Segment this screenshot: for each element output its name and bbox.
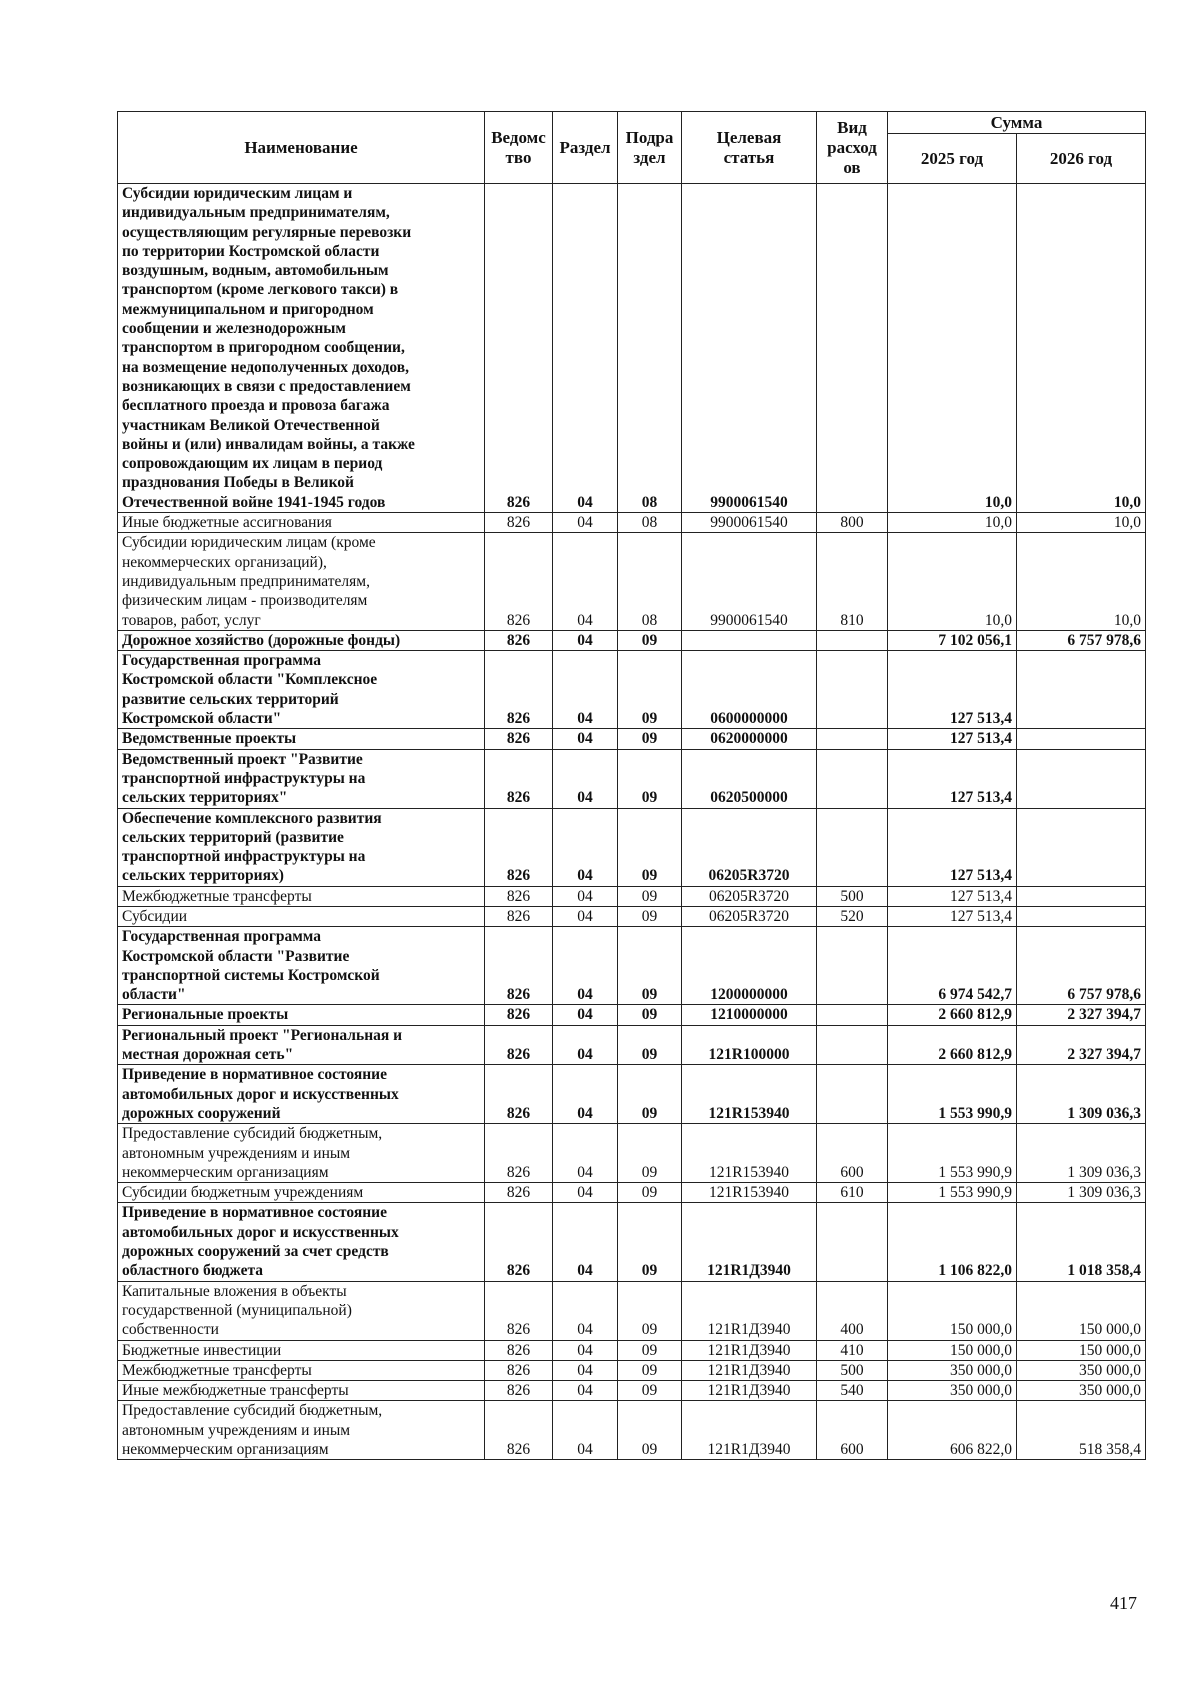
row-name: Капитальные вложения в объекты государственной (муниципальной) собственности [118,1281,485,1340]
row-sum-2025: 150 000,0 [888,1281,1017,1340]
header-expense-type: Вид расход ов [817,112,888,184]
row-expense-type [817,184,888,513]
row-subsection: 09 [618,749,682,808]
row-expense-type: 540 [817,1381,888,1401]
row-dept: 826 [485,749,553,808]
row-sum-2025: 127 513,4 [888,886,1017,906]
row-subsection: 09 [618,1203,682,1281]
row-expense-type: 500 [817,886,888,906]
row-expense-type: 610 [817,1183,888,1203]
row-subsection: 09 [618,1183,682,1203]
row-target: 1200000000 [682,927,817,1005]
row-sum-2026: 350 000,0 [1017,1381,1146,1401]
row-section: 04 [553,1281,618,1340]
row-target: 121R1Д3940 [682,1340,817,1360]
row-sum-2025: 1 553 990,9 [888,1065,1017,1124]
table-row [118,1203,1146,1281]
row-sum-2025: 10,0 [888,513,1017,533]
row-target [682,630,817,650]
row-expense-type [817,808,888,886]
row-section: 04 [553,749,618,808]
row-subsection: 09 [618,1401,682,1460]
row-section: 04 [553,1124,618,1183]
row-subsection: 09 [618,1025,682,1065]
row-dept: 826 [485,1124,553,1183]
row-name: Субсидии бюджетным учреждениям [118,1183,485,1203]
row-subsection: 09 [618,808,682,886]
row-dept: 826 [485,513,553,533]
row-section: 04 [553,630,618,650]
row-sum-2026: 6 757 978,6 [1017,630,1146,650]
row-sum-2025: 10,0 [888,184,1017,513]
table-row [118,1340,1146,1360]
row-name: Государственная программа Костромской области "Комплексное развитие сельских территорий Костромской области" [118,651,485,729]
row-target: 121R1Д3940 [682,1203,817,1281]
row-target: 121R153940 [682,1065,817,1124]
row-expense-type [817,1203,888,1281]
row-name: Предоставление субсидий бюджетным, автономным учреждениям и иным некоммерческим организациям [118,1401,485,1460]
table-row [118,1025,1146,1065]
row-sum-2025: 1 553 990,9 [888,1183,1017,1203]
row-expense-type: 500 [817,1360,888,1380]
row-target: 1210000000 [682,1005,817,1025]
row-sum-2026 [1017,729,1146,749]
row-target: 121R1Д3940 [682,1401,817,1460]
row-name: Ведомственные проекты [118,729,485,749]
row-dept: 826 [485,1025,553,1065]
row-dept: 826 [485,1381,553,1401]
table-row [118,729,1146,749]
row-sum-2026 [1017,808,1146,886]
row-name: Межбюджетные трансферты [118,886,485,906]
row-sum-2026: 518 358,4 [1017,1401,1146,1460]
row-name: Ведомственный проект "Развитие транспортной инфраструктуры на сельских территориях" [118,749,485,808]
row-subsection: 08 [618,184,682,513]
table-row [118,533,1146,630]
table-row [118,630,1146,650]
table-row [118,906,1146,926]
row-section: 04 [553,1340,618,1360]
row-dept: 826 [485,1065,553,1124]
row-name: Субсидии юридическим лицам и индивидуальным предпринимателям, осуществляющим регулярные перевозки по территории Костромской области воздушным, водным, автомобильным транспортом (кроме легкового такси) в межмуниципальном и пригородном сообщении и железнодорожным транспортом в пригородном сообщении, на возмещение недополученных доходов, возникающих в связи с предоставлением бесплатного проезда и провоза багажа участникам Великой Отечественной войны и (или) инвалидам войны, а также сопровождающим их лицам в период празднования Победы в Великой Отечественной войне 1941-1945 годов [118,184,485,513]
row-name: Государственная программа Костромской области "Развитие транспортной системы Костромской области" [118,927,485,1005]
row-section: 04 [553,808,618,886]
row-subsection: 09 [618,729,682,749]
row-sum-2026: 2 327 394,7 [1017,1005,1146,1025]
budget-table [117,111,1146,1460]
row-expense-type [817,1005,888,1025]
row-name: Дорожное хозяйство (дорожные фонды) [118,630,485,650]
row-expense-type [817,927,888,1005]
row-section: 04 [553,1183,618,1203]
row-section: 04 [553,513,618,533]
row-sum-2026: 6 757 978,6 [1017,927,1146,1005]
row-sum-2026: 1 309 036,3 [1017,1065,1146,1124]
row-sum-2025: 127 513,4 [888,651,1017,729]
row-sum-2026: 150 000,0 [1017,1281,1146,1340]
row-sum-2025: 1 106 822,0 [888,1203,1017,1281]
row-name: Приведение в нормативное состояние автомобильных дорог и искусственных дорожных сооружений [118,1065,485,1124]
row-dept: 826 [485,927,553,1005]
row-expense-type: 800 [817,513,888,533]
row-dept: 826 [485,1203,553,1281]
row-dept: 826 [485,630,553,650]
table-row [118,1401,1146,1460]
row-subsection: 09 [618,927,682,1005]
table-row [118,886,1146,906]
row-section: 04 [553,1025,618,1065]
row-expense-type [817,630,888,650]
row-section: 04 [553,651,618,729]
row-expense-type [817,1065,888,1124]
header-sum: Сумма [888,112,1146,134]
row-section: 04 [553,1203,618,1281]
row-dept: 826 [485,1401,553,1460]
row-subsection: 09 [618,1065,682,1124]
row-subsection: 09 [618,906,682,926]
table-row [118,927,1146,1005]
row-sum-2026: 1 018 358,4 [1017,1203,1146,1281]
row-dept: 826 [485,651,553,729]
row-dept: 826 [485,729,553,749]
row-sum-2025: 350 000,0 [888,1360,1017,1380]
row-subsection: 09 [618,651,682,729]
row-target: 121R100000 [682,1025,817,1065]
row-dept: 826 [485,1360,553,1380]
row-sum-2025: 350 000,0 [888,1381,1017,1401]
row-section: 04 [553,1065,618,1124]
table-header [118,112,1146,184]
row-subsection: 09 [618,1005,682,1025]
row-name: Предоставление субсидий бюджетным, автономным учреждениям и иным некоммерческим организациям [118,1124,485,1183]
row-sum-2025: 1 553 990,9 [888,1124,1017,1183]
row-section: 04 [553,729,618,749]
row-sum-2026 [1017,906,1146,926]
row-section: 04 [553,533,618,630]
table-row [118,1360,1146,1380]
row-sum-2025: 606 822,0 [888,1401,1017,1460]
row-target: 06205R3720 [682,886,817,906]
row-sum-2025: 127 513,4 [888,808,1017,886]
table-body [118,184,1146,1460]
row-target: 121R1Д3940 [682,1281,817,1340]
table-row [118,513,1146,533]
row-sum-2026: 10,0 [1017,184,1146,513]
row-target: 0620500000 [682,749,817,808]
row-name: Приведение в нормативное состояние автомобильных дорог и искусственных дорожных сооружений за счет средств областного бюджета [118,1203,485,1281]
row-sum-2026: 10,0 [1017,513,1146,533]
row-target: 9900061540 [682,184,817,513]
row-sum-2026: 1 309 036,3 [1017,1183,1146,1203]
row-expense-type [817,1025,888,1065]
row-section: 04 [553,886,618,906]
row-dept: 826 [485,1005,553,1025]
row-sum-2026: 150 000,0 [1017,1340,1146,1360]
row-expense-type: 600 [817,1401,888,1460]
row-target: 9900061540 [682,533,817,630]
row-dept: 826 [485,808,553,886]
row-section: 04 [553,1005,618,1025]
row-section: 04 [553,1360,618,1380]
row-section: 04 [553,1401,618,1460]
row-sum-2026 [1017,886,1146,906]
table-row [118,749,1146,808]
row-sum-2026: 2 327 394,7 [1017,1025,1146,1065]
row-dept: 826 [485,1183,553,1203]
row-target: 0600000000 [682,651,817,729]
row-sum-2025: 2 660 812,9 [888,1025,1017,1065]
table-row [118,184,1146,513]
row-expense-type: 400 [817,1281,888,1340]
row-name: Субсидии юридическим лицам (кроме некоммерческих организаций), индивидуальным предпринимателям, физическим лицам - производителям товаров, работ, услуг [118,533,485,630]
row-sum-2025: 10,0 [888,533,1017,630]
row-sum-2025: 7 102 056,1 [888,630,1017,650]
table-row [118,651,1146,729]
table-row [118,1281,1146,1340]
row-section: 04 [553,1381,618,1401]
row-sum-2025: 127 513,4 [888,749,1017,808]
header-year-2026: 2026 год [1017,134,1146,184]
row-sum-2026: 1 309 036,3 [1017,1124,1146,1183]
row-subsection: 09 [618,1340,682,1360]
row-dept: 826 [485,906,553,926]
row-subsection: 09 [618,1360,682,1380]
row-subsection: 09 [618,1281,682,1340]
row-expense-type [817,749,888,808]
header-dept: Ведомс тво [485,112,553,184]
row-target: 121R1Д3940 [682,1381,817,1401]
row-target: 0620000000 [682,729,817,749]
row-subsection: 08 [618,513,682,533]
header-subsection: Подра здел [618,112,682,184]
row-dept: 826 [485,1281,553,1340]
row-dept: 826 [485,533,553,630]
row-target: 9900061540 [682,513,817,533]
table-row [118,1005,1146,1025]
row-sum-2026 [1017,651,1146,729]
table-row [118,1124,1146,1183]
row-name: Межбюджетные трансферты [118,1360,485,1380]
table-row [118,1065,1146,1124]
row-target: 06205R3720 [682,906,817,926]
row-name: Обеспечение комплексного развития сельских территорий (развитие транспортной инфраструктуры на сельских территориях) [118,808,485,886]
row-expense-type [817,651,888,729]
table-row [118,1381,1146,1401]
row-expense-type: 600 [817,1124,888,1183]
row-sum-2026 [1017,749,1146,808]
row-name: Региональный проект "Региональная и местная дорожная сеть" [118,1025,485,1065]
row-section: 04 [553,927,618,1005]
row-target: 121R153940 [682,1124,817,1183]
row-dept: 826 [485,886,553,906]
row-sum-2026: 10,0 [1017,533,1146,630]
row-dept: 826 [485,1340,553,1360]
row-name: Иные межбюджетные трансферты [118,1381,485,1401]
row-name: Субсидии [118,906,485,926]
row-subsection: 08 [618,533,682,630]
row-expense-type: 410 [817,1340,888,1360]
row-expense-type: 520 [817,906,888,926]
table-row [118,808,1146,886]
page-number: 417 [1110,1593,1137,1613]
row-section: 04 [553,184,618,513]
row-sum-2025: 127 513,4 [888,906,1017,926]
row-subsection: 09 [618,1124,682,1183]
row-dept: 826 [485,184,553,513]
row-target: 06205R3720 [682,808,817,886]
row-target: 121R1Д3940 [682,1360,817,1380]
row-subsection: 09 [618,886,682,906]
row-expense-type [817,729,888,749]
header-year-2025: 2025 год [888,134,1017,184]
row-target: 121R153940 [682,1183,817,1203]
row-sum-2026: 350 000,0 [1017,1360,1146,1380]
row-sum-2025: 127 513,4 [888,729,1017,749]
row-sum-2025: 150 000,0 [888,1340,1017,1360]
row-sum-2025: 2 660 812,9 [888,1005,1017,1025]
row-name: Бюджетные инвестиции [118,1340,485,1360]
table-row [118,1183,1146,1203]
row-subsection: 09 [618,630,682,650]
header-name: Наименование [118,112,485,184]
row-section: 04 [553,906,618,926]
row-name: Региональные проекты [118,1005,485,1025]
row-expense-type: 810 [817,533,888,630]
header-section: Раздел [553,112,618,184]
row-sum-2025: 6 974 542,7 [888,927,1017,1005]
header-target: Целевая статья [682,112,817,184]
row-subsection: 09 [618,1381,682,1401]
row-name: Иные бюджетные ассигнования [118,513,485,533]
